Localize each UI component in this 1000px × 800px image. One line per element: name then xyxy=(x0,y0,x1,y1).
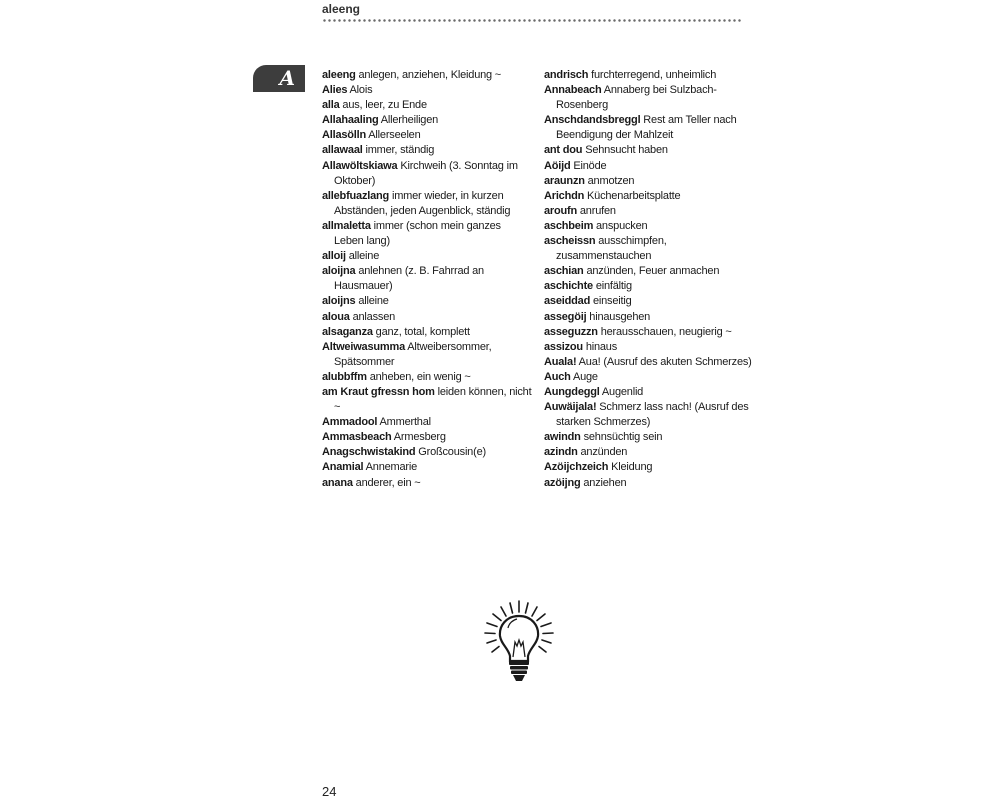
entry-definition: Sehnsucht haben xyxy=(585,144,668,157)
entry-headword: araunzn xyxy=(544,174,585,187)
entry-headword: am Kraut gfressn hom xyxy=(322,385,435,398)
dictionary-entry xyxy=(322,310,532,325)
dictionary-entry xyxy=(322,370,532,385)
entry-definition: Küchenarbeitsplatte xyxy=(587,189,681,202)
entry-definition: ausschimpfen, zusammenstauchen xyxy=(556,235,667,263)
entry-headword: allebfuazlang xyxy=(322,189,390,202)
entry-headword: Annabeach xyxy=(544,84,602,97)
dictionary-entry xyxy=(322,325,532,340)
entry-definition: immer, ständig xyxy=(365,144,435,157)
dictionary-entry xyxy=(544,340,754,355)
dictionary-entry xyxy=(544,219,754,234)
entry-headword: alloij xyxy=(322,250,346,263)
dictionary-entry xyxy=(544,310,754,325)
entry-headword: ascheissn xyxy=(544,235,596,248)
dictionary-entry xyxy=(322,189,532,219)
entry-headword: Ammasbeach xyxy=(322,431,392,444)
dictionary-entry xyxy=(544,385,754,400)
dictionary-entry xyxy=(322,445,532,460)
entry-definition: Einöde xyxy=(573,159,607,172)
dictionary-entry xyxy=(544,189,754,204)
entry-definition: hinaus xyxy=(585,340,618,353)
dictionary-entry xyxy=(544,460,754,475)
entry-headword: allmaletta xyxy=(322,219,371,232)
dictionary-entry xyxy=(544,430,754,445)
entry-headword: Auch xyxy=(544,370,571,383)
entry-headword: aroufn xyxy=(544,204,578,217)
entry-headword: Auwäijala! xyxy=(544,401,597,414)
dictionary-entry xyxy=(322,128,532,143)
dictionary-entry xyxy=(322,249,532,264)
entry-definition: Auge xyxy=(572,370,598,383)
right-column xyxy=(544,68,754,491)
dictionary-entry xyxy=(322,476,532,491)
dictionary-entry xyxy=(322,385,532,415)
dictionary-entry xyxy=(322,294,532,309)
entry-headword: aschbeim xyxy=(544,219,594,232)
entry-definition: Allerseelen xyxy=(368,129,421,142)
entry-definition: einfältig xyxy=(595,280,632,293)
entry-headword: alla xyxy=(322,99,340,112)
entry-definition: immer (schon mein ganzes Leben lang) xyxy=(334,219,501,248)
entry-headword: Allawöltskiawa xyxy=(322,159,398,172)
entry-definition: anmotzen xyxy=(587,174,635,187)
entry-headword: alubbffm xyxy=(322,370,367,383)
dictionary-entry xyxy=(544,294,754,309)
dictionary-entry xyxy=(322,264,532,294)
dictionary-entry xyxy=(544,143,754,158)
entry-definition: Kleidung xyxy=(611,461,653,474)
entry-headword: Auala! xyxy=(544,355,577,368)
dictionary-entry xyxy=(322,460,532,475)
entry-headword: Allahaaling xyxy=(322,114,379,127)
dictionary-entry xyxy=(322,68,532,83)
entry-headword: Anagschwistakind xyxy=(322,446,416,459)
entry-definition: alleine xyxy=(358,295,389,308)
entry-headword: azöijng xyxy=(544,476,581,489)
entry-headword: aloijna xyxy=(322,265,356,278)
entry-definition: anzünden, Feuer anmachen xyxy=(586,265,720,278)
dictionary-entry xyxy=(322,143,532,158)
dictionary-entry xyxy=(544,83,754,113)
entry-headword: asseguzzn xyxy=(544,325,598,338)
entry-headword: aloua xyxy=(322,310,350,323)
entry-definition: furchterregend, unheimlich xyxy=(591,69,717,81)
dictionary-entry xyxy=(544,234,754,264)
entry-headword: assizou xyxy=(544,340,583,353)
entry-definition: sehnsüchtig sein xyxy=(583,431,663,444)
entry-definition: anlegen, anziehen, Kleidung ~ xyxy=(358,69,502,81)
entry-headword: Allasölln xyxy=(322,129,367,142)
entry-headword: Ammadool xyxy=(322,416,378,429)
entry-headword: ant dou xyxy=(544,144,583,157)
dictionary-entry xyxy=(544,204,754,219)
dictionary-entry xyxy=(322,159,532,189)
entry-headword: aleeng xyxy=(322,69,356,81)
dictionary-entry xyxy=(322,98,532,113)
entry-definition: anderer, ein ~ xyxy=(355,476,421,489)
entry-definition: Allerheiligen xyxy=(380,114,439,127)
dictionary-entry xyxy=(544,159,754,174)
running-head: aleeng xyxy=(322,2,361,16)
dictionary-entry xyxy=(544,279,754,294)
entry-definition: immer wieder, in kurzen Abständen, jeden Augenblick, ständig xyxy=(334,189,511,217)
entry-definition: Annemarie xyxy=(365,461,418,474)
left-column xyxy=(322,68,532,491)
dictionary-entry xyxy=(322,113,532,128)
dictionary-entry xyxy=(544,355,754,370)
entry-headword: aschian xyxy=(544,265,584,278)
dictionary-entry xyxy=(544,68,754,83)
entry-definition: Augenlid xyxy=(601,385,644,398)
dictionary-entry xyxy=(322,415,532,430)
letter-tab xyxy=(253,65,305,92)
entry-headword: andrisch xyxy=(544,69,589,81)
entry-headword: Aöijd xyxy=(544,159,571,172)
entry-definition: alleine xyxy=(348,250,380,263)
entry-definition: Kirchweih (3. Sonntag im Oktober) xyxy=(334,159,518,187)
entry-headword: Aungdeggl xyxy=(544,385,600,398)
entry-headword: allawaal xyxy=(322,144,363,157)
entry-definition: aus, leer, zu Ende xyxy=(342,99,427,112)
entry-headword: aseiddad xyxy=(544,295,591,308)
entry-definition: Altweibersommer, Spätsommer xyxy=(334,340,492,368)
entry-definition: hinausgehen xyxy=(589,310,651,323)
entry-headword: Arichdn xyxy=(544,189,585,202)
entry-definition: Rest am Teller nach Beendigung der Mahlzeit xyxy=(556,114,737,142)
entry-headword: Alies xyxy=(322,84,348,97)
entry-definition: ganz, total, komplett xyxy=(375,325,470,338)
entry-definition: Alois xyxy=(349,84,373,97)
dotted-rule xyxy=(322,19,743,22)
entry-headword: aloijns xyxy=(322,295,356,308)
entry-headword: aschichte xyxy=(544,280,593,293)
dictionary-entry xyxy=(544,264,754,279)
entry-definition: leiden können, nicht ~ xyxy=(334,385,532,414)
entry-definition: anlehnen (z. B. Fahrrad an Hausmauer) xyxy=(334,265,484,293)
entry-definition: Annaberg bei Sulzbach-Rosenberg xyxy=(556,84,717,112)
dictionary-entry xyxy=(544,113,754,143)
entry-headword: anana xyxy=(322,476,353,489)
entry-definition: Aua! (Ausruf des akuten Schmerzes) xyxy=(578,355,752,368)
dictionary-entry xyxy=(544,445,754,460)
entry-definition: anheben, ein wenig ~ xyxy=(369,370,471,383)
entry-definition: anlassen xyxy=(352,310,396,323)
entry-headword: Azöijchzeich xyxy=(544,461,609,474)
entry-definition: anspucken xyxy=(596,219,648,232)
entry-headword: assegöij xyxy=(544,310,587,323)
page-number: 24 xyxy=(322,784,337,799)
dictionary-entry xyxy=(544,325,754,340)
entry-headword: Anamial xyxy=(322,461,364,474)
letter-tab-label: A xyxy=(279,66,295,90)
entry-definition: Ammerthal xyxy=(379,416,431,429)
dictionary-entry xyxy=(322,219,532,249)
entry-definition: einseitig xyxy=(592,295,632,308)
entry-headword: Altweiwasumma xyxy=(322,340,405,353)
dictionary-entry xyxy=(322,83,532,98)
entry-headword: awindn xyxy=(544,431,581,444)
entry-definition: anrufen xyxy=(579,204,616,217)
dictionary-entry xyxy=(544,400,754,430)
light-bulb-icon xyxy=(474,598,564,688)
dictionary-entry xyxy=(322,340,532,370)
entry-definition: Großcousin(e) xyxy=(418,446,486,459)
entry-headword: azindn xyxy=(544,446,578,459)
dictionary-entry xyxy=(544,174,754,189)
entry-definition: Armesberg xyxy=(393,431,446,444)
entry-definition: Schmerz lass nach! (Ausruf des starken Schmerzes) xyxy=(556,401,749,429)
entry-headword: Anschdandsbreggl xyxy=(544,114,641,127)
dictionary-entry xyxy=(544,476,754,491)
entry-definition: anziehen xyxy=(583,476,627,489)
dictionary-entry xyxy=(544,370,754,385)
entry-definition: herausschauen, neugierig ~ xyxy=(600,325,732,338)
entry-headword: alsaganza xyxy=(322,325,373,338)
entry-definition: anzünden xyxy=(580,446,628,459)
dictionary-entry xyxy=(322,430,532,445)
